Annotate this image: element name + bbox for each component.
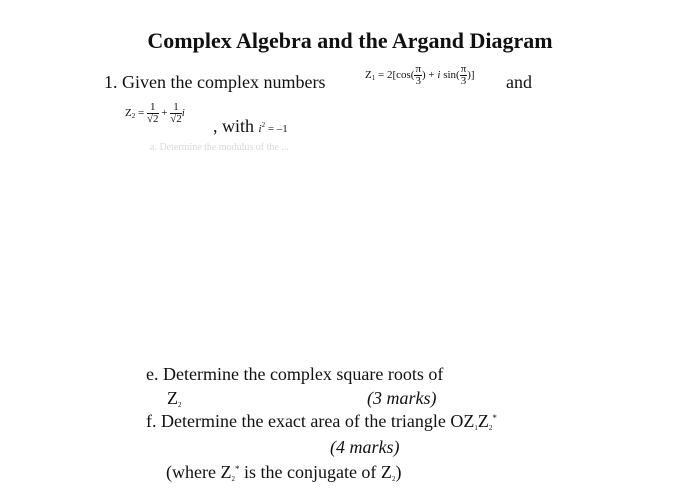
part-f-question: f. Determine the exact area of the triangle OZ1Z2* xyxy=(146,411,497,432)
conjugate-note: (where Z2* is the conjugate of Z2) xyxy=(166,462,402,483)
one-over-root2-fraction: $\frac{1}{√2}$ xyxy=(170,101,182,125)
faint-cutoff-text: a. Determine the modulus of the ... xyxy=(150,142,289,153)
question-1-intro: 1. Given the complex numbers xyxy=(104,72,326,92)
one-over-root2-fraction: $\frac{1}{√2}$ xyxy=(146,101,159,125)
with-clause: , with $i^2 = -1$ xyxy=(213,116,288,136)
z1-symbol: Z xyxy=(365,69,372,82)
z2-symbol: Z xyxy=(125,107,132,120)
part-e-marks: (3 marks) xyxy=(367,388,437,408)
pi-over-3-fraction: $\frac{\pi}{3}$ xyxy=(460,63,467,87)
and-text: and xyxy=(506,72,532,92)
part-e-z2: Z2 xyxy=(167,388,182,409)
pi-over-3-fraction: $\frac{\pi}{3}$ xyxy=(415,63,421,87)
part-f-marks: (4 marks) xyxy=(330,437,400,457)
page-title: Complex Algebra and the Argand Diagram xyxy=(147,28,553,53)
z2-expression: $Z_2$ = $\frac{1}{√2}$ + $\frac{1}{√2}$ i xyxy=(125,101,185,125)
i-squared-definition: $i^2 = -1$ xyxy=(258,121,288,135)
z1-expression: $Z_1 = 2[\cos$( $\frac{\pi}{3}$ ) + i sin( $\frac{\pi}{3}$ )] xyxy=(365,63,475,87)
part-e-question: e. Determine the complex square roots of xyxy=(146,364,444,384)
